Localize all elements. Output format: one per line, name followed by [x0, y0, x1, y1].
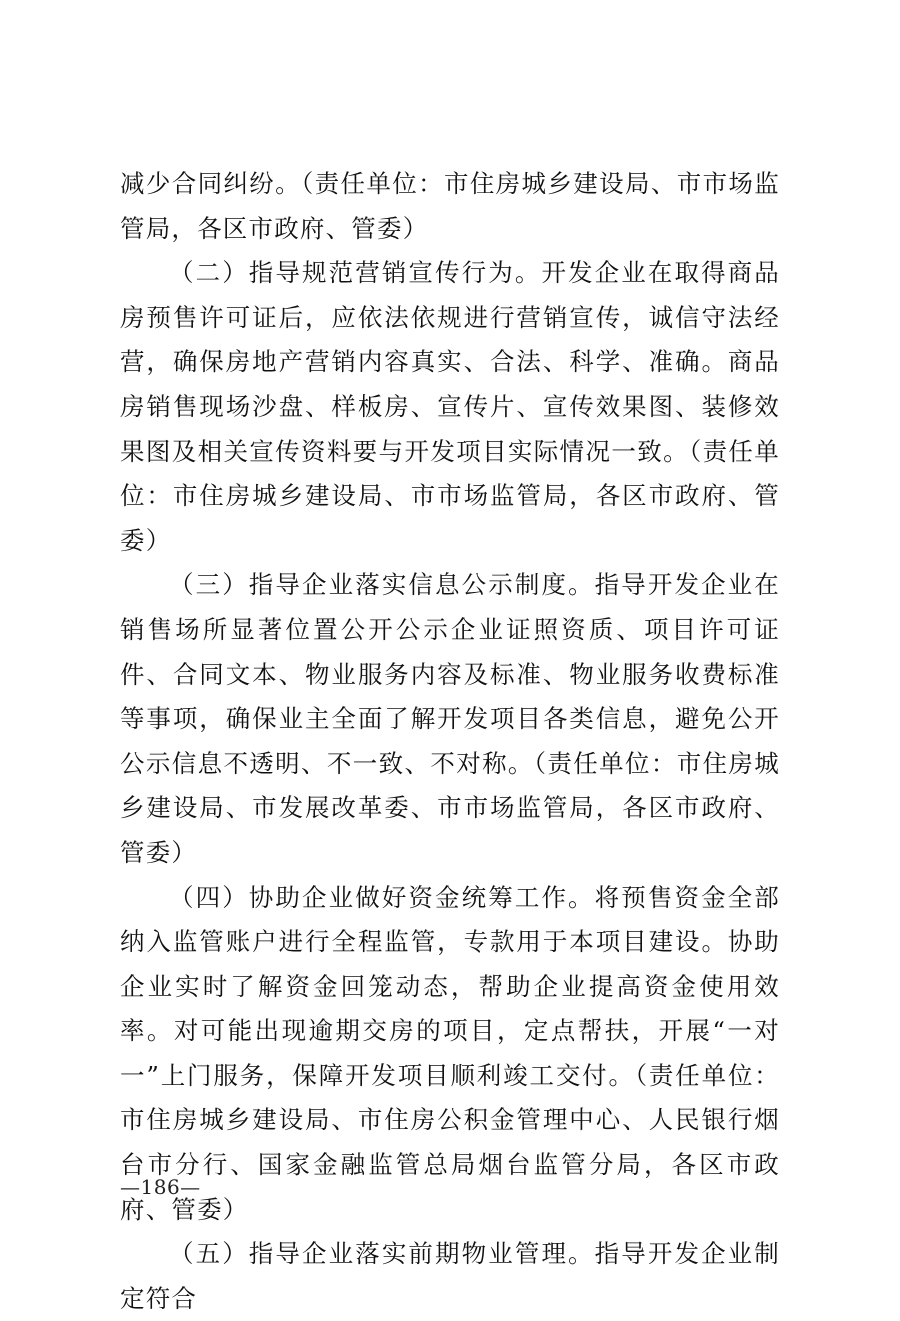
paragraph-property-management: （五）指导企业落实前期物业管理。指导开发企业制定符合 — [120, 1239, 780, 1313]
paragraph-marketing: （二）指导规范营销宣传行为。开发企业在取得商品房预售许可证后，应依法依规进行营销宣传，诚信守法经营，确保房地产营销内容真实、合法、科学、准确。商品房销售现场沙盘、样板房、宣传片、宣传效果图、装修效果图及相关宣传资料要与开发项目实际情况一致。（责任单位：市住房城乡建设局、市市场监管局，各区市政府、管委） — [120, 258, 780, 555]
page-number: —186— — [120, 1175, 201, 1199]
body-text — [120, 162, 780, 1321]
paragraph-info-disclosure: （三）指导企业落实信息公示制度。指导开发企业在销售场所显著位置公开公示企业证照资质、项目许可证件、合同文本、物业服务内容及标准、物业服务收费标准等事项，确保业主全面了解开发项目各类信息，避免公开公示信息不透明、不一致、不对称。（责任单位：市住房城乡建设局、市发展改革委、市市场监管局，各区市政府、管委） — [120, 570, 780, 867]
paragraph-continuation: 减少合同纠纷。（责任单位：市住房城乡建设局、市市场监管局，各区市政府、管委） — [120, 169, 780, 243]
paragraph-funds: （四）协助企业做好资金统筹工作。将预售资金全部纳入监管账户进行全程监管，专款用于本项目建设。协助企业实时了解资金回笼动态，帮助企业提高资金使用效率。对可能出现逾期交房的项目，定点帮扶，开展“一对一”上门服务，保障开发项目顺利竣工交付。（责任单位：市住房城乡建设局、市住房公积金管理中心、人民银行烟台市分行、国家金融监管总局烟台监管分局，各区市政府、管委） — [120, 882, 780, 1224]
